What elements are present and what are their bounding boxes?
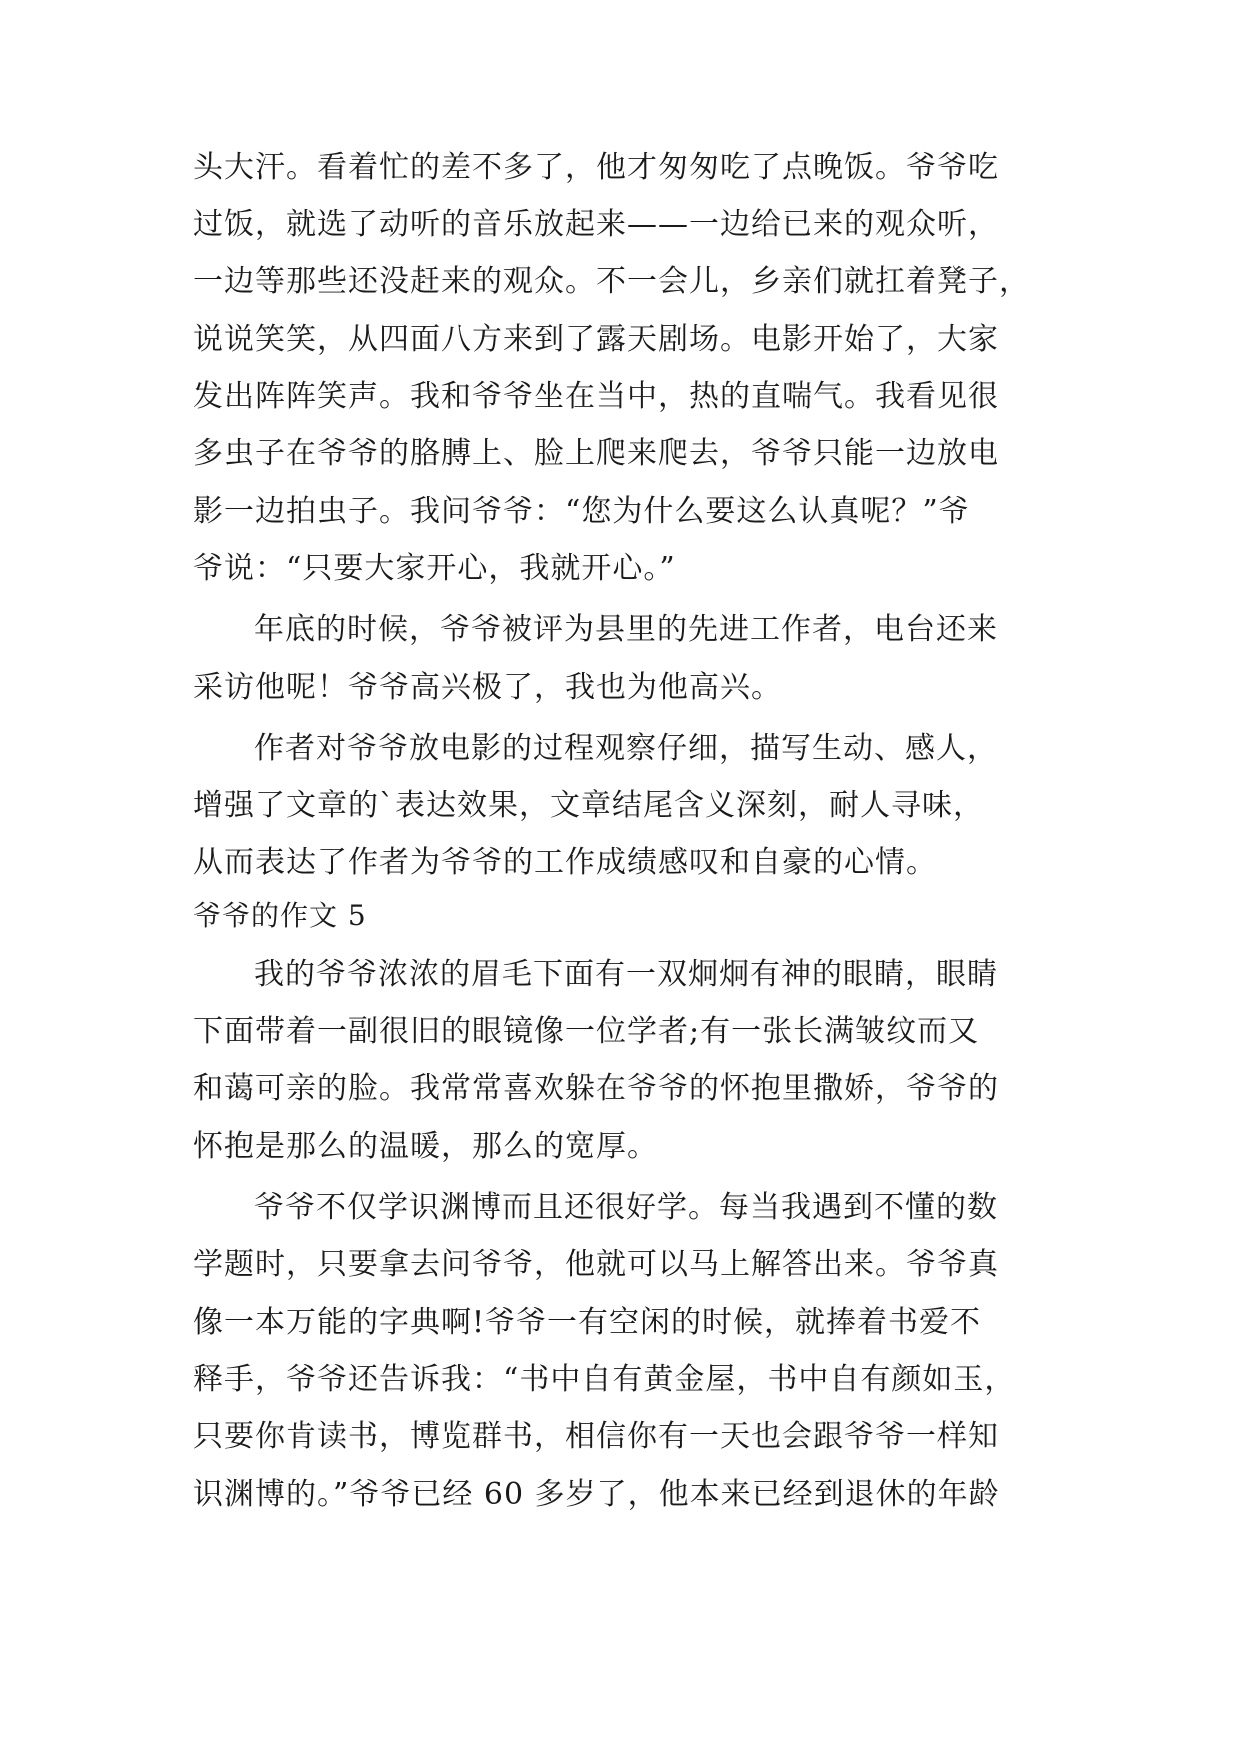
text-line: 采访他呢！爷爷高兴极了，我也为他高兴。 — [193, 670, 782, 705]
text-line: 爷爷不仅学识渊博而且还很好学。每当我遇到不懂的数 — [254, 1190, 998, 1225]
text-line: 过饭，就选了动听的音乐放起来——一边给已来的观众听， — [193, 207, 999, 242]
text-line: 我的爷爷浓浓的眉毛下面有一双炯炯有神的眼睛，眼睛 — [254, 957, 998, 992]
text-line: 作者对爷爷放电影的过程观察仔细，描写生动、感人， — [254, 731, 998, 766]
text-line: 头大汗。看着忙的差不多了，他才匆匆吃了点晚饭。爷爷吃 — [193, 150, 999, 185]
text-line: 发出阵阵笑声。我和爷爷坐在当中，热的直喘气。我看见很 — [193, 379, 999, 414]
text-line: 释手，爷爷还告诉我：“书中自有黄金屋，书中自有颜如玉， — [193, 1362, 1016, 1397]
section-heading: 爷爷的作文 5 — [193, 899, 367, 932]
text-line: 增强了文章的`表达效果，文章结尾含义深刻，耐人寻味， — [193, 788, 984, 823]
text-line: 多虫子在爷爷的胳膊上、脸上爬来爬去，爷爷只能一边放电 — [193, 436, 999, 471]
text-line: 一边等那些还没赶来的观众。不一会儿，乡亲们就扛着凳子， — [193, 264, 1030, 299]
text-line: 和蔼可亲的脸。我常常喜欢躲在爷爷的怀抱里撒娇，爷爷的 — [193, 1071, 999, 1106]
text-line: 爷说：“只要大家开心，我就开心。” — [193, 551, 676, 586]
text-line: 识渊博的。”爷爷已经 60 多岁了，他本来已经到退休的年龄 — [193, 1477, 1000, 1512]
text-line: 学题时，只要拿去问爷爷，他就可以马上解答出来。爷爷真 — [193, 1247, 999, 1282]
text-line: 年底的时候，爷爷被评为县里的先进工作者，电台还来 — [254, 612, 998, 647]
text-line: 只要你肯读书，博览群书，相信你有一天也会跟爷爷一样知 — [193, 1419, 999, 1454]
text-line: 像一本万能的字典啊!爷爷一有空闲的时候，就捧着书爱不 — [193, 1305, 982, 1340]
text-line: 下面带着一副很旧的眼镜像一位学者;有一张长满皱纹而又 — [193, 1014, 980, 1049]
text-line: 从而表达了作者为爷爷的工作成绩感叹和自豪的心情。 — [193, 845, 937, 880]
text-line: 影一边拍虫子。我问爷爷：“您为什么要这么认真呢？”爷 — [193, 494, 970, 529]
text-line: 怀抱是那么的温暖，那么的宽厚。 — [193, 1129, 658, 1164]
text-line: 说说笑笑，从四面八方来到了露天剧场。电影开始了，大家 — [193, 322, 999, 357]
